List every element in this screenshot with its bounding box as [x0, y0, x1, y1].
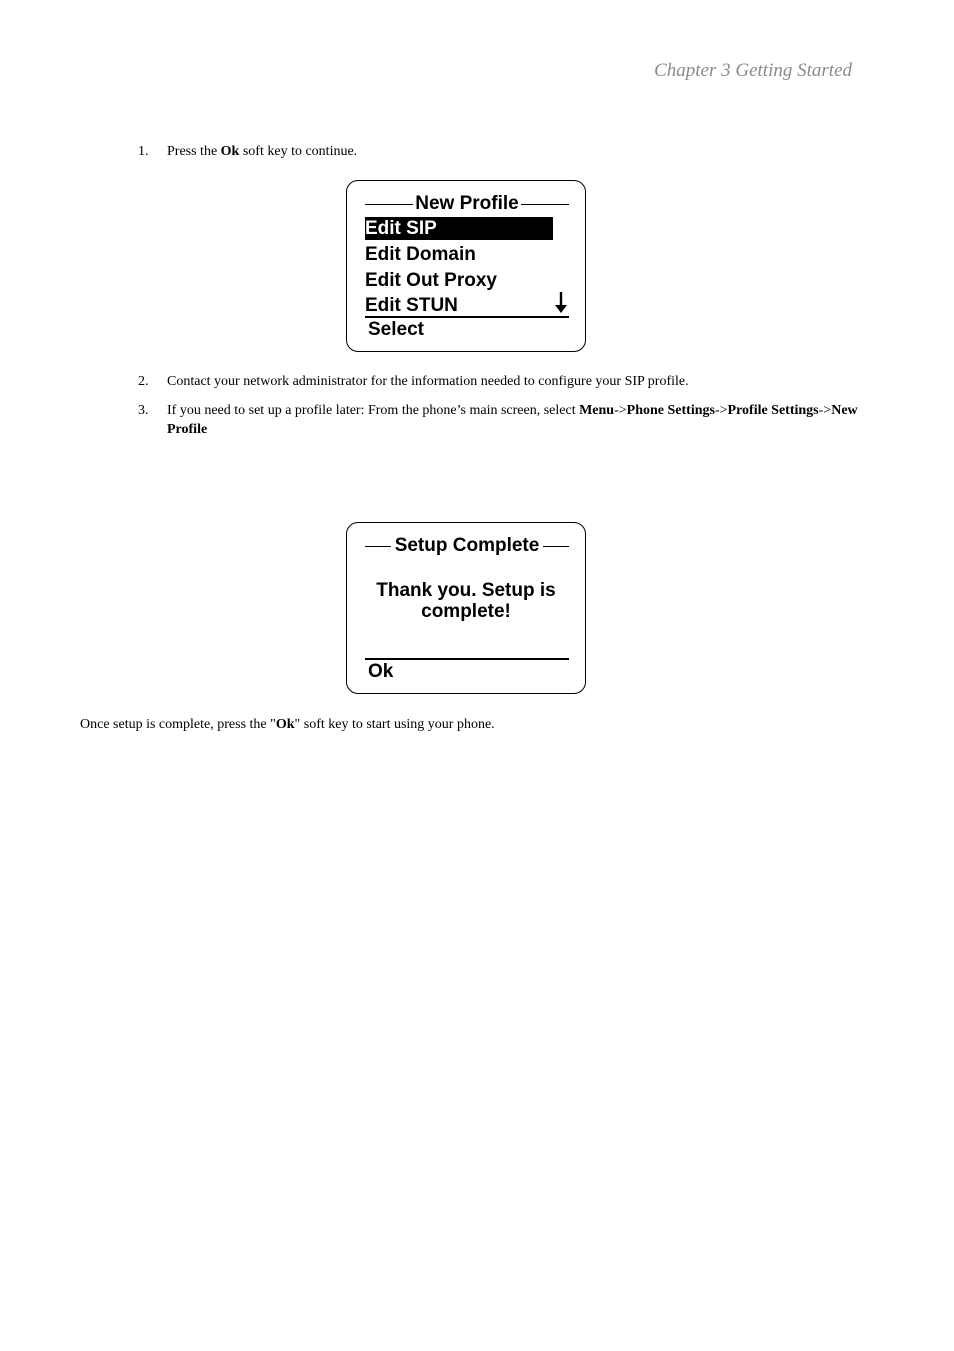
screen-title-row — [365, 193, 569, 215]
step-text — [167, 401, 858, 439]
step-text-pre: Press the — [167, 144, 221, 159]
step-text-post: soft key to continue. — [239, 144, 358, 159]
path-menu: Menu — [579, 403, 615, 418]
down-arrow-icon — [553, 291, 569, 315]
softkey-divider — [365, 658, 569, 660]
step-text: Contact your network administrator for the information needed to configure your SIP profile. — [167, 374, 689, 389]
step-number: 2. — [138, 374, 149, 389]
screen-title-row — [365, 535, 569, 557]
softkey-divider — [365, 316, 569, 318]
path-separator: -> — [614, 403, 627, 418]
title-rule-left — [365, 546, 391, 547]
path-phone-settings: Phone Settings — [626, 403, 715, 418]
message-line-1: Thank you. Setup is — [376, 580, 556, 601]
phone-screen-setup-complete — [346, 522, 586, 694]
screen-title: New Profile — [415, 193, 519, 214]
closing-post: " soft key to start using your phone. — [294, 717, 495, 732]
path-separator: -> — [818, 403, 832, 418]
screen-title: Setup Complete — [394, 535, 540, 556]
menu-item-edit-out-proxy[interactable]: Edit Out Proxy — [365, 270, 497, 291]
step-number: 1. — [138, 144, 149, 159]
step-text-bold: Ok — [220, 144, 240, 159]
closing-pre: Once setup is complete, press the " — [80, 717, 276, 732]
menu-item-edit-domain[interactable]: Edit Domain — [365, 244, 476, 265]
chapter-header: Chapter 3 Getting Started — [654, 60, 852, 81]
softkey-ok[interactable]: Ok — [368, 661, 394, 682]
step-number: 3. — [138, 403, 149, 418]
closing-bold: Ok — [275, 717, 295, 732]
path-profile-settings: Profile Settings — [727, 403, 819, 418]
step-text-pre: If you need to set up a profile later: From the phone’s main screen, select — [167, 403, 580, 418]
closing-paragraph — [80, 715, 860, 734]
softkey-select[interactable]: Select — [368, 319, 424, 340]
menu-item-edit-stun[interactable]: Edit STUN — [365, 295, 458, 316]
path-new-profile: New Profile — [167, 403, 858, 437]
menu-item-edit-sip[interactable]: Edit SIP — [365, 217, 553, 240]
title-rule-left — [365, 204, 413, 205]
title-rule-right — [521, 204, 569, 205]
phone-screen-new-profile — [346, 180, 586, 352]
message-line-2: complete! — [421, 601, 511, 622]
path-separator: -> — [714, 403, 728, 418]
title-rule-right — [543, 546, 569, 547]
step-text — [167, 142, 858, 161]
